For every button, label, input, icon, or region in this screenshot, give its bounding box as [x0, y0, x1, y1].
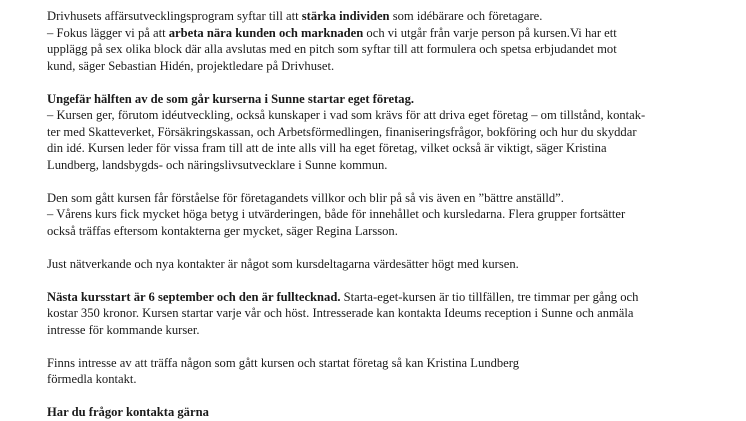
paragraph-spacer: [47, 173, 717, 190]
text-line: kostar 350 kronor. Kursen startar varje vår och höst. Intresserade kan kontakta Ideums reception i Sunne och anmäla: [47, 306, 634, 320]
emphasis-text: stärka individen: [301, 9, 390, 23]
paragraph-next-course: [47, 289, 717, 339]
section-heading: Har du frågor kontakta gärna: [47, 405, 209, 419]
emphasis-text: arbeta nära kunden och marknaden: [168, 25, 364, 40]
text-line: Finns intresse av att träffa någon som gått kursen och startat företag så kan Kristina Lundberg: [47, 355, 520, 370]
text-line: [47, 25, 717, 42]
paragraph-spacer: [47, 388, 717, 405]
paragraph-contact-offer: [47, 355, 717, 388]
paragraph-spacer: [47, 239, 717, 256]
emphasis-text: Nästa kursstart är 6 september och den är fulltecknad.: [47, 289, 341, 304]
text-line: din idé. Kursen leder för vissa fram till att de inte alls vill ha eget företag, vilket också är viktigt, säger Kristina: [47, 141, 607, 155]
text-line: Lundberg, landsbygds- och näringslivsutvecklare i Sunne kommun.: [47, 157, 388, 172]
text-line: – Kursen ger, förutom idéutveckling, också kunskaper i vad som krävs för att driva eget företag – om tillstånd, kontak-: [47, 108, 646, 122]
text-line: upplägg på sex olika block där alla avslutas med en pitch som syftar till att formulera och spetsa erbjudandet mot: [47, 42, 617, 56]
text-line: också träffas eftersom kontakterna ger mycket, säger Regina Larsson.: [47, 223, 398, 238]
text-run: Starta-eget-kursen är tio tillfällen, tre timmar per gång och: [340, 289, 639, 304]
text-line: Den som gått kursen får förståelse för företagandets villkor och blir på så vis även en ”bättre anställd”.: [47, 190, 564, 205]
text-run: och vi utgår från varje person på kursen.Vi har ett: [363, 25, 617, 40]
paragraph-understanding: [47, 190, 717, 240]
text-line: [47, 289, 717, 306]
paragraph-questions: [47, 404, 717, 421]
text-run: – Fokus lägger vi på att: [47, 25, 169, 40]
paragraph-spacer: [47, 74, 717, 91]
text-line: ter med Skatteverket, Försäkringskassan, och Arbetsförmedlingen, finaniseringsfrågor, bokföring och hur du skyddar: [47, 124, 637, 139]
text-line: – Vårens kurs fick mycket höga betyg i utvärderingen, både för innehållet och kursledarna. Flera grupper fortsätter: [47, 207, 626, 221]
text-line: förmedla kontakt.: [47, 372, 137, 386]
document-body: [47, 8, 717, 421]
text-run: Drivhusets affärsutvecklingsprogram syftar till att: [47, 9, 302, 23]
paragraph-intro: [47, 8, 717, 74]
text-line: kund, säger Sebastian Hidén, projektledare på Drivhuset.: [47, 58, 335, 73]
paragraph-networking: [47, 256, 717, 273]
paragraph-spacer: [47, 338, 717, 355]
paragraph-sunne: [47, 91, 717, 174]
text-run: som idébärare och företagare.: [389, 9, 543, 23]
paragraph-spacer: [47, 272, 717, 289]
text-line: [47, 8, 717, 25]
text-line: intresse för kommande kurser.: [47, 322, 200, 337]
section-heading: Ungefär hälften av de som går kurserna i Sunne startar eget företag.: [47, 91, 415, 106]
text-line: Just nätverkande och nya kontakter är något som kursdeltagarna värdesätter högt med kursen.: [47, 256, 519, 271]
